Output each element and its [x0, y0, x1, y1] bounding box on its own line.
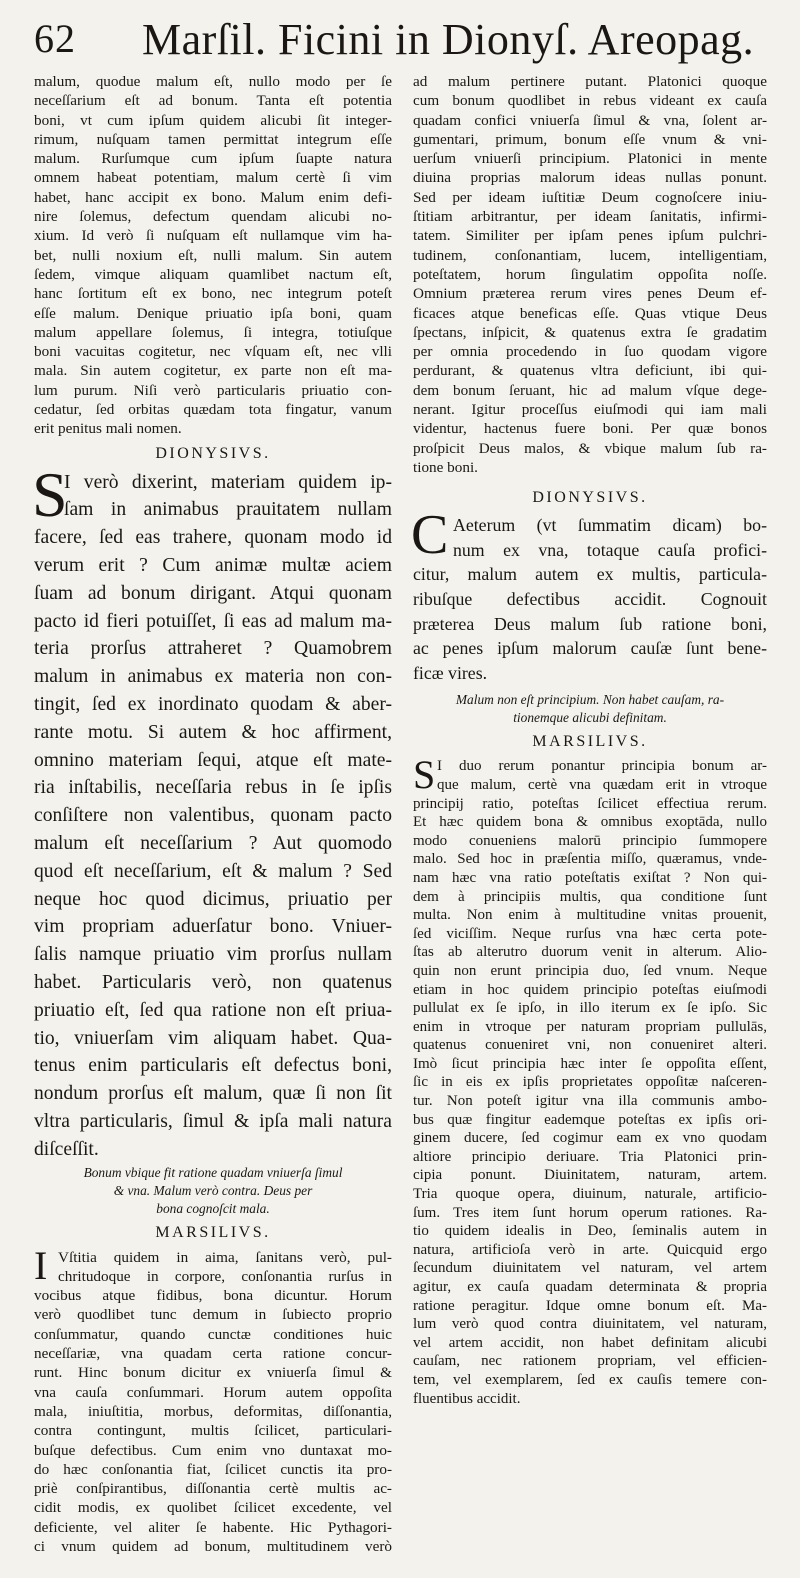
text-line: nerant. Igitur proceſſus eiuſmodi qui iam mali — [413, 401, 767, 419]
text-line: ſum. Tres item ſunt horum operum rationes. Ra- — [413, 1204, 767, 1221]
text-line: pacto id fieri potuiſſet, ſi eas ad malum ma- — [34, 610, 392, 632]
text-line: Aeterum (vt ſummatim dicam) bo- — [453, 515, 767, 536]
text-line: priè conſpirantibus, diſſonantia certè multis ac- — [34, 1480, 392, 1498]
text-line: multa. Non enim à multitudine vnitas prouenit, — [413, 907, 767, 924]
running-head: Marſil. Ficini in Dionyſ. Areopag. — [142, 15, 755, 64]
text-line: malum appellare ſolemus, ſi integra, totiuſque — [34, 323, 392, 341]
text-line: nam hæc vna ratio poteſtatis exiſtat ? Non qui- — [413, 869, 767, 886]
text-line: cipia ponunt. Diuinitatem, naturam, artem. — [413, 1167, 767, 1184]
text-line: ſam in animabus prauitatem nullam — [64, 499, 392, 521]
text-line: quatenus conueniret vni, non conueniret alteri. — [413, 1037, 767, 1054]
text-line: ribuſque defectibus accidit. Cognouit — [413, 589, 767, 610]
text-line: Sed per ideam iuſtitiæ Deum cognoſcere iniu- — [413, 188, 767, 206]
text-line: ad malum pertinere putant. Platonici quoque — [413, 73, 767, 90]
text-line: cedatur, ſed orbitas quædam tota fingatur, vanum — [34, 401, 392, 419]
text-line: citur, malum autem ex multis, particula- — [413, 564, 767, 585]
text-line: neceſſarium eſt ad bonum. Tanta eſt potentia — [34, 92, 392, 110]
text-line: conſiſtere non valentibus, quonam pacto — [34, 805, 392, 827]
text-line: Vſtitia quidem in aima, ſanitans verò, pul- — [58, 1248, 392, 1266]
drop-cap: I — [34, 1242, 48, 1288]
text-line: priuatio eſt, ſed qua ratione non eſt priua- — [34, 999, 392, 1021]
section-heading-dionysius: DIONYSIVS. — [155, 444, 271, 462]
text-line: boni, vt cum ipſum quidem alicubi ſit integer- — [34, 111, 392, 129]
text-line: nondum prorſus eſt malum, quæ ſi non ſit — [34, 1083, 392, 1105]
text-line: quadam confici vniuerſa ſimul & vna, ſolent ar- — [413, 111, 767, 129]
text-line: num ex vna, totaque cauſa profici- — [453, 539, 767, 560]
drop-cap: C — [411, 504, 449, 567]
text-line: ſtas ab alterutro duorum venit in alterum. Alio- — [413, 944, 767, 961]
text-line: cauſam, nec rationem propriam, vel efficien- — [413, 1353, 767, 1370]
text-line: Tria quoque opera, diuinum, naturale, artificio- — [413, 1186, 767, 1203]
text-line: pullulat ex ſe ipſo, in illo iterum ex ſe ipſo. Sic — [413, 1000, 767, 1017]
right-paragraph-3 — [413, 752, 767, 1408]
section-heading-marsilius: MARSILIVS. — [532, 733, 648, 751]
text-line: dem bonum ſeruant, hic ad malum vſque dege- — [413, 381, 767, 399]
text-line: vltra particularis, ſimul & ipſa mali natura — [34, 1110, 392, 1132]
text-line: I verò dixerint, materiam quidem ip- — [64, 471, 392, 493]
text-line: diſceſſit. — [34, 1138, 99, 1160]
text-line: tatem. Similiter per ipſam penes ipſum pulchri- — [413, 227, 767, 245]
text-line: malo. Sed hoc in præſentia miſſo, quæramus, vnde- — [413, 851, 767, 868]
text-line: poteſtatem, horum ſingulatim oppoſita noſſe. — [413, 265, 767, 283]
text-line: ci vnum quidem ad bonum, multitudinem verò — [34, 1538, 392, 1556]
text-line: neque hoc quod dicimus, priuatio per — [34, 888, 392, 910]
drop-cap: S — [413, 752, 436, 798]
text-line: tur. Non poteſt igitur vna illa communis ambo- — [413, 1093, 767, 1110]
text-line: ficæ vires. — [413, 662, 488, 683]
text-line: quin non erunt principia duo, ſed vnum. Neque — [413, 962, 767, 979]
text-line: deficiente, vel aliter ſe habente. Hic Pythagori- — [34, 1518, 392, 1536]
text-line: perdurant, & quatenus vltra deficiunt, ibi qui- — [413, 362, 767, 380]
section-heading-marsilius: MARSILIVS. — [155, 1223, 271, 1241]
text-line: ficaces atque beneficas eſſe. Quas vtique Deus — [413, 304, 767, 322]
text-line: modo conueniens malorū principio ſummopere — [413, 832, 767, 849]
margin-note — [34, 1164, 392, 1218]
drop-cap: S — [32, 458, 68, 530]
text-line: que malum, certè vna quædam erit in vtroque — [437, 776, 767, 793]
right-paragraph-2 — [411, 504, 767, 685]
text-line: I duo rerum ponantur principia bonum ar- — [437, 758, 767, 775]
page-number: 62 — [34, 16, 76, 61]
margin-note-line: tionemque alicubi definitam. — [513, 710, 667, 726]
margin-note — [413, 691, 767, 727]
text-line: lum verò quod contra diuinitatem, vel naturam, — [413, 1316, 767, 1333]
text-line: facere, ſed eas trahere, quonam modo id — [34, 527, 392, 549]
text-line: chritudoque in corpore, conſonantia rurſus in — [58, 1267, 392, 1285]
text-line: xium. Id verò ſi nuſquam eſt nullamque vim ha- — [34, 227, 392, 245]
text-line: erit penitus mali nomen. — [34, 420, 182, 438]
text-line: ac penes ipſum malorum cauſæ ſunt bene- — [413, 638, 767, 659]
text-line: rimum, nuſquam tamen permittat integrum eſſe — [34, 130, 392, 148]
text-line: tio, vniuerſam vim aliquam habet. Qua- — [34, 1027, 392, 1049]
text-line: tio quidem idealis in Deo, ſeminalis autem in — [413, 1223, 767, 1240]
text-line: principij ratio, poteſtas ſcilicet effectiua rerum. — [413, 795, 767, 812]
text-line: malum. Rurſumque cum ipſum ſuapte natura — [34, 150, 392, 168]
text-line: tudinem, conſonantiam, lucem, intelligentiam, — [413, 246, 767, 264]
text-line: Et hæc quidem bona & omnibus exoptāda, nullo — [413, 814, 767, 831]
text-line: ſalis namque priuatio vim prorſus nullam — [34, 944, 392, 966]
text-line: eſſe malum. Denique priuatio ipſa boni, quam — [34, 304, 392, 322]
margin-note-line: Bonum vbique fit ratione quadam vniuerſa ſimul — [83, 1164, 343, 1180]
text-line: habet, hanc accipit ex bono. Malum enim defi- — [34, 188, 392, 206]
text-line: tione boni. — [413, 458, 478, 476]
text-line: ſtitiam arbitrantur, per ideam ſanitatis, infirmi- — [413, 208, 767, 226]
text-line: mala, iniuſtitia, morbus, deformitas, diſſonantia, — [34, 1402, 392, 1420]
text-line: præterea Deus malum ſub ratione boni, — [413, 613, 767, 634]
text-line: runt. Hinc bonum dicitur ex vniuerſa ſimul & — [34, 1364, 392, 1382]
margin-note-line: bona cognoſcit mala. — [156, 1200, 270, 1216]
page-header — [30, 8, 790, 68]
left-paragraph-2 — [32, 458, 392, 1164]
text-line: tenus enim particularis eſt defectus boni, — [34, 1055, 392, 1077]
text-line: neceſſariæ, vna quadam certa ratione concur- — [34, 1345, 392, 1363]
text-line: verò quodlibet tunc demum in ſubiecto proprio — [34, 1306, 392, 1324]
text-line: Imò ſicut principia hæc inter ſe oppoſita eſſent, — [413, 1055, 767, 1072]
section-heading-dionysius: DIONYSIVS. — [532, 489, 648, 507]
text-line: ſedem, vimque aliquam quamlibet nactum eſt, — [34, 265, 392, 283]
text-line: ſuam ad bonum dirigant. Atqui quonam — [34, 582, 392, 604]
text-line: bet, nulli noxium eſt, nulli malum. Sin autem — [34, 246, 392, 264]
margin-note-line: & vna. Malum verò contra. Deus per — [113, 1182, 313, 1198]
text-line: proſpicit Deus malos, & vbique malum ſub ra- — [413, 439, 767, 457]
text-line: ſpectans, inſpicit, & quatenus extra ſe gradatim — [413, 323, 767, 341]
text-line: altiore principio deriuare. Tria Platonici prin- — [413, 1148, 767, 1165]
text-line: nire ſolemus, defectum quendam alicubi no- — [34, 208, 392, 226]
right-column — [413, 72, 767, 1408]
text-line: quod eſt neceſſarium, eſt & malum ? Sed — [34, 860, 392, 882]
text-line: mala. Sin autem cogitetur, ex parte non eſt ma- — [34, 362, 392, 380]
text-line: hanc ſortitum eſt ex bono, nec integrum poteſt — [34, 285, 392, 303]
text-line: vel artem accidit, non habet definitam alicubi — [413, 1334, 767, 1351]
text-line: vna cauſa conſummari. Horum autem oppoſita — [34, 1383, 392, 1401]
text-line: tem, vel exemplarem, ſed ex cauſis temere con- — [413, 1371, 767, 1388]
text-line: videntur, hactenus fuere boni. Per quæ bonos — [413, 420, 767, 438]
right-paragraph-1 — [413, 72, 767, 477]
text-line: do hæc conſonantia fiat, ſcilicet cunctis ita pro- — [34, 1460, 392, 1478]
text-line: conſummatur, quando cunctæ conditiones huic — [34, 1325, 392, 1343]
text-line: Omnium præterea rerum vires penes Deum ef- — [413, 285, 767, 303]
text-line: ratione peragitur. Idque omne bonum eſt. Ma- — [413, 1297, 767, 1314]
text-line: teria prorſus attraheret ? Quamobrem — [34, 638, 392, 660]
text-line: ſecundum diuinitatem vel naturam, vel artem — [413, 1260, 767, 1277]
text-line: agitur, ex cauſa quadam determinata & propria — [413, 1279, 767, 1296]
text-line: tingit, ſed ex inordinato quodam & aber- — [34, 694, 392, 716]
text-line: diuina proprias malorum ideas nullas ponunt. — [413, 169, 767, 187]
text-line: malum eſt neceſſarium ? Aut quomodo — [34, 833, 392, 854]
left-column — [34, 72, 392, 1556]
text-line: malum, quodue malum eſt, nullo modo per ſe — [34, 73, 392, 90]
text-line: buſque defectibus. Cum enim vno duntaxat mo- — [34, 1441, 392, 1459]
text-line: fluentibus accidit. — [413, 1390, 521, 1407]
text-line: ſed viciſſim. Neque rurſus vna hæc certa pote- — [413, 925, 767, 942]
text-line: bus quæ fingitur eademque poteſtas ex ipſis ori- — [413, 1111, 767, 1128]
text-line: ria inſtabilis, neceſſaria rebus in ſe ipſis — [34, 777, 392, 799]
text-line: malum in animabus ex materia non con- — [34, 666, 392, 688]
text-line: lum purum. Niſi verò particularis priuatio con- — [34, 381, 392, 399]
text-line: ginem ducere, ſed cogimur eam ex vno quodam — [413, 1130, 767, 1147]
text-line: vim propriam aduerſatur bono. Vniuer- — [34, 916, 392, 938]
text-line: verum erit ? Cum animæ multæ aciem — [34, 555, 392, 577]
left-paragraph-1 — [34, 72, 392, 439]
text-line: natura, artificioſa verò in arte. Quicquid ergo — [413, 1241, 767, 1258]
text-line: omnem habeat potentiam, malum certè ſi vim — [34, 169, 392, 187]
text-line: gumentari, primum, bonum eſſe vnum & vni- — [413, 130, 767, 148]
text-line: vocibus atque fidibus, bona dicuntur. Horum — [34, 1287, 392, 1305]
text-line: boni vacuitas cogitetur, nec vſquam eſt, nec vlli — [34, 343, 392, 361]
text-line: habet. Particularis verò, non quatenus — [34, 971, 392, 993]
left-paragraph-3 — [34, 1242, 392, 1557]
text-line: contra contingunt, multis ſcilicet, particulari- — [34, 1422, 392, 1440]
text-line: rante motu. Si autem & hoc affirment, — [34, 721, 392, 743]
text-line: per omnia procedendo in ſuo quodam vigore — [413, 343, 767, 361]
text-line: etiam in hoc quidem principio poteſtas eiuſmodi — [413, 981, 767, 998]
text-line: cidit modis, ex quolibet ſcilicet excedente, vel — [34, 1499, 392, 1517]
text-line: dem à principiis multis, qua conditione ſunt — [413, 888, 767, 905]
margin-note-line: Malum non eſt principium. Non habet cauſam, ra- — [455, 692, 725, 708]
text-line: ſic in eis ex ipſis proprietates oppoſitæ naſceren- — [413, 1074, 767, 1091]
text-line: cum bonum quodlibet in rebus videant ex cauſa — [413, 92, 767, 110]
text-line: enim in vtroque per naturam propriam pullulās, — [413, 1018, 767, 1035]
text-line: uerſum vniuerſi principium. Platonici in mente — [413, 150, 767, 168]
text-line: omnino materiam ſequi, atque eſt mate- — [34, 749, 392, 771]
